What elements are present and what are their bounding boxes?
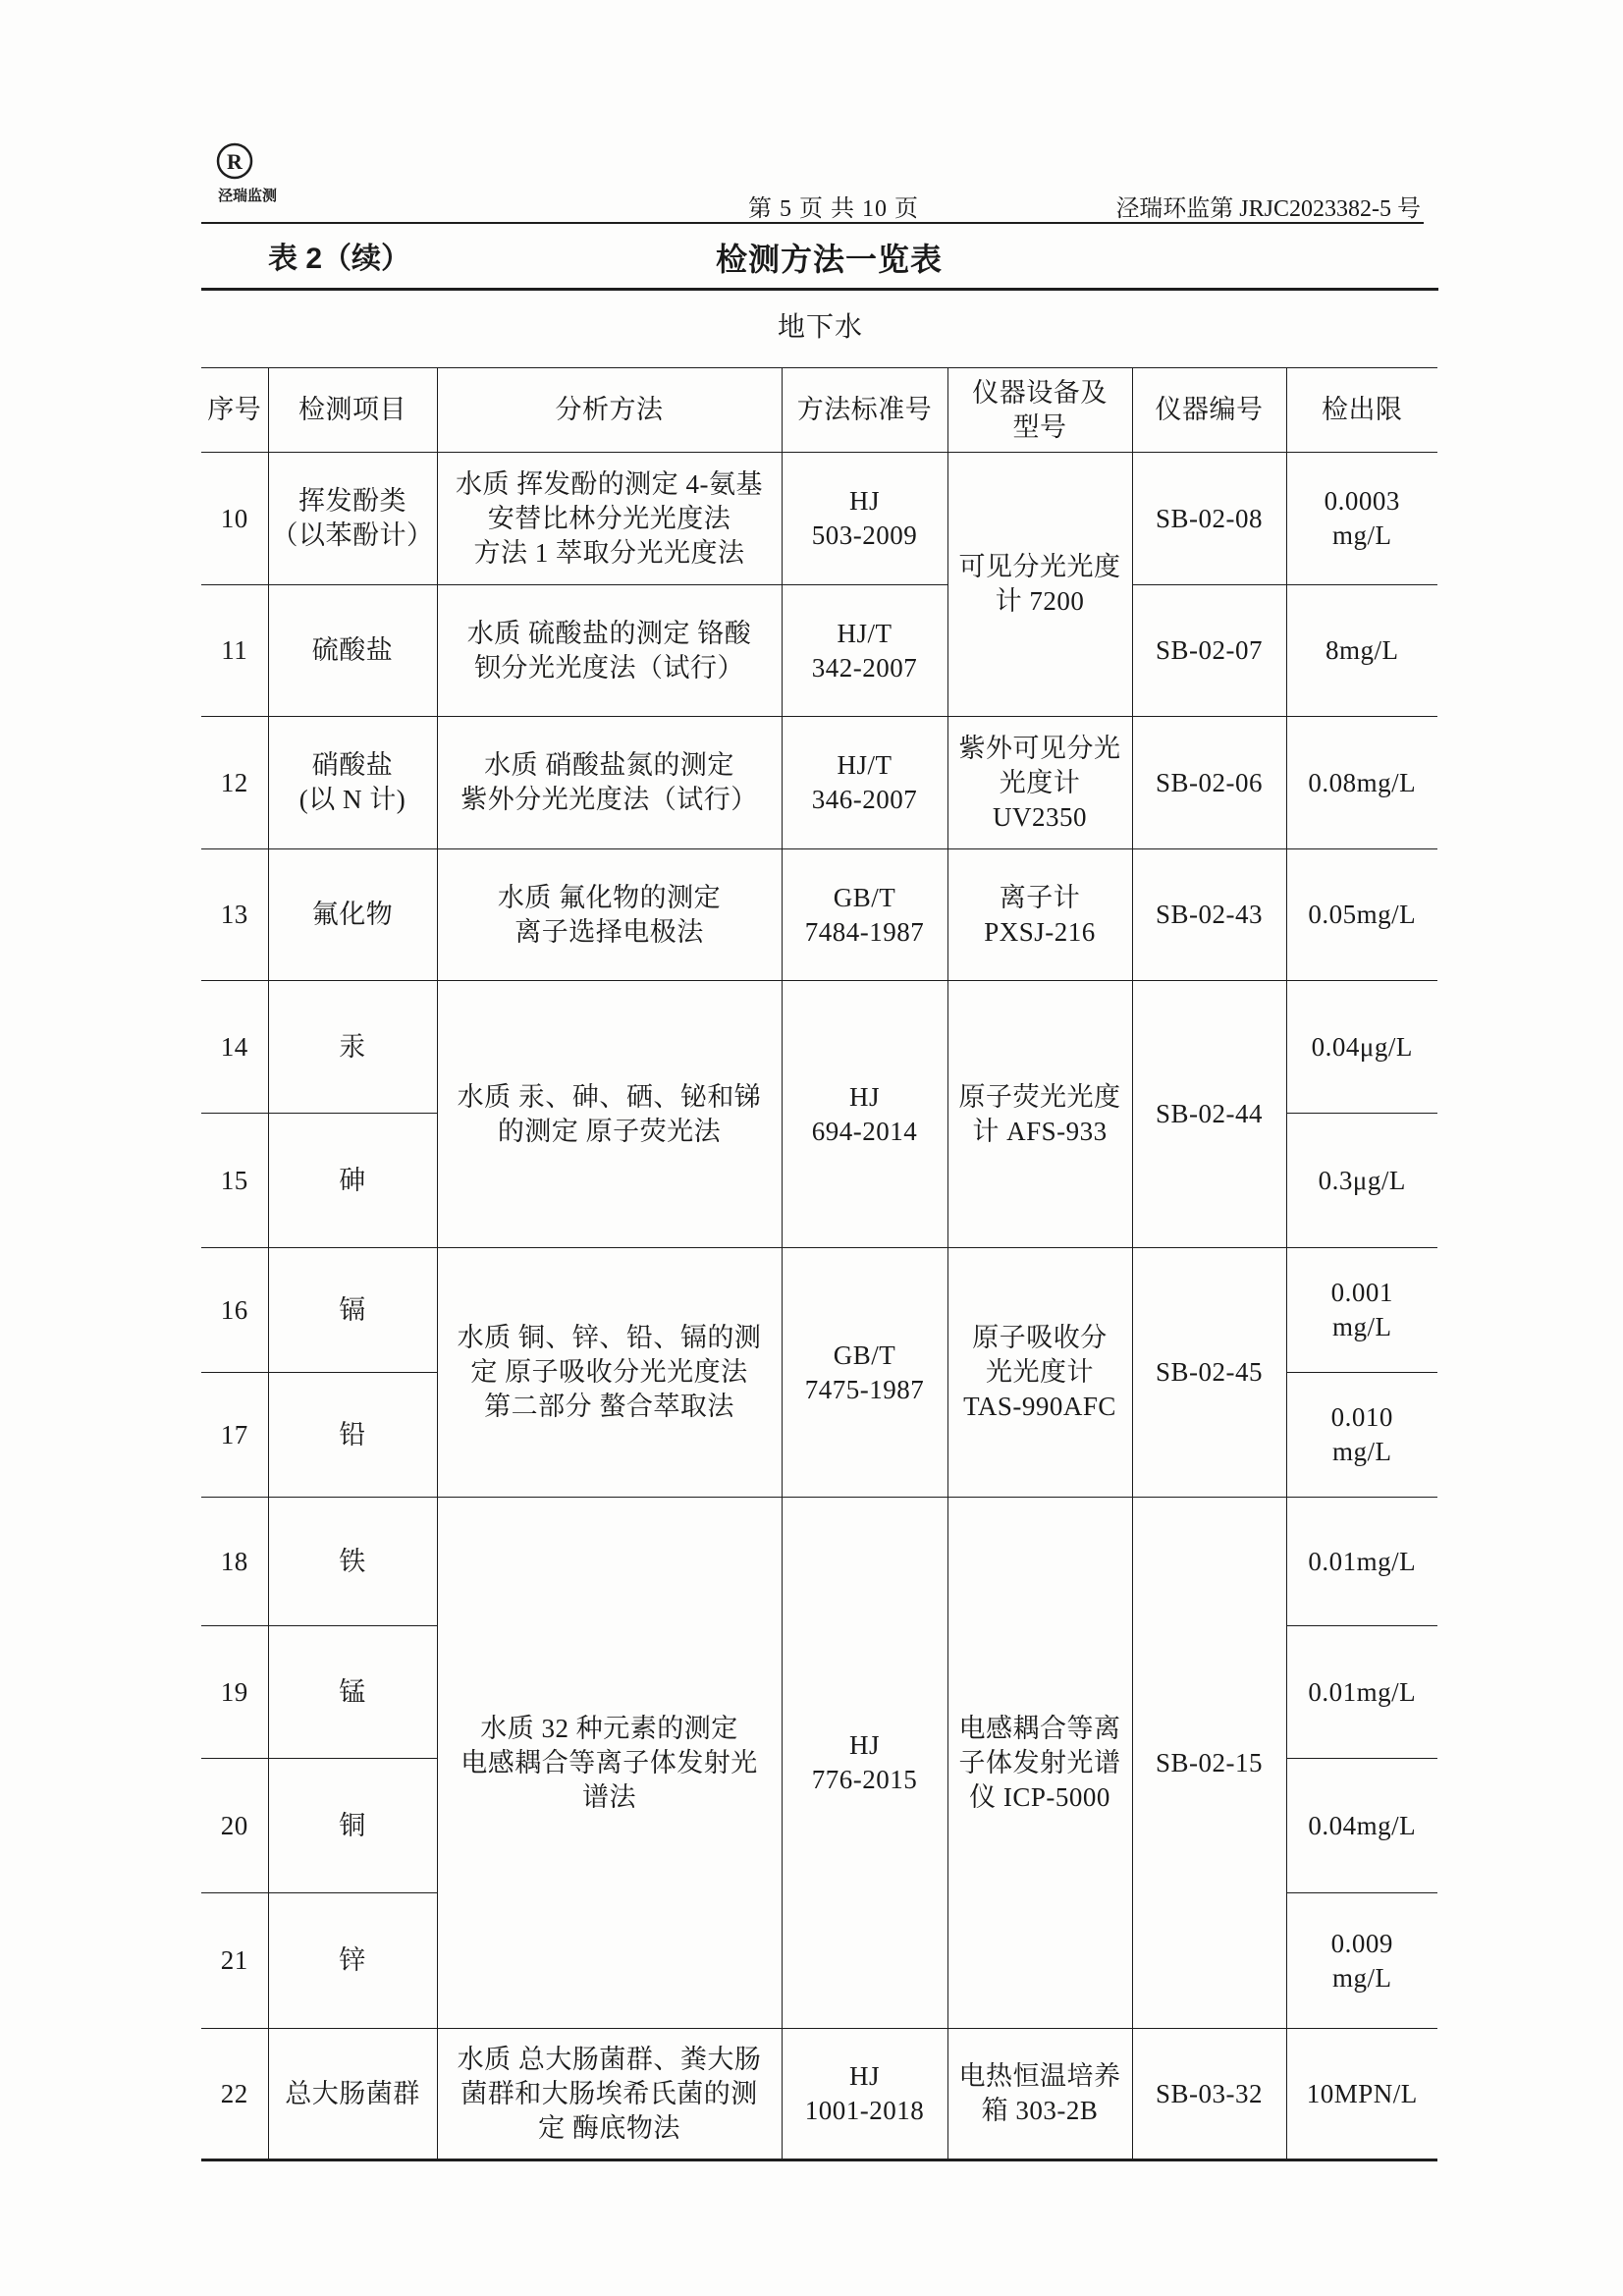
table-row [201,981,1437,1114]
cell-method: 水质 硝酸盐氮的测定 紫外分光光度法（试行） [437,717,782,849]
cell-instrument: 电感耦合等离 子体发射光谱 仪 ICP-5000 [947,1498,1132,2029]
cell-limit: 0.001 mg/L [1286,1248,1437,1373]
col-header-standard: 方法标准号 [782,368,947,453]
cell-method: 水质 铜、锌、铅、镉的测 定 原子吸收分光光度法 第二部分 螯合萃取法 [437,1248,782,1498]
page-number: 第 5 页 共 10 页 [748,196,919,222]
report-number: 泾瑞环监第 JRJC2023382-5 号 [1115,196,1421,222]
cell-standard: HJ/T 346-2007 [782,717,947,849]
cell-limit: 0.010 mg/L [1286,1373,1437,1498]
cell-standard: HJ 776-2015 [782,1498,947,2029]
cell-standard: GB/T 7475-1987 [782,1248,947,1498]
cell-no: 12 [201,717,268,849]
cell-item: 挥发酚类 （以苯酚计） [268,453,437,585]
cell-instrument-no: SB-02-08 [1132,453,1286,585]
col-header-limit: 检出限 [1286,368,1437,453]
cell-no: 19 [201,1626,268,1759]
cell-item: 锌 [268,1893,437,2029]
table-row [201,453,1437,585]
cell-instrument: 电热恒温培养 箱 303-2B [947,2029,1132,2160]
table-title: 检测方法一览表 [716,242,944,277]
table-row [201,1498,1437,1626]
methods-table [201,367,1437,2161]
cell-method: 水质 总大肠菌群、粪大肠 菌群和大肠埃希氏菌的测 定 酶底物法 [437,2029,782,2160]
cell-no: 14 [201,981,268,1114]
cell-instrument-no: SB-03-32 [1132,2029,1286,2160]
cell-item: 硫酸盐 [268,585,437,717]
cell-item: 汞 [268,981,437,1114]
cell-no: 21 [201,1893,268,2029]
cell-no: 20 [201,1759,268,1893]
header-rule [201,222,1424,224]
cell-standard: HJ 694-2014 [782,981,947,1248]
cell-instrument-no: SB-02-15 [1132,1498,1286,2029]
table-row [201,585,1437,717]
cell-item: 锰 [268,1626,437,1759]
section-title: 地下水 [778,312,864,343]
table-label: 表 2（续） [268,243,411,275]
col-header-instrument-no: 仪器编号 [1132,368,1286,453]
cell-no: 15 [201,1114,268,1248]
cell-item: 铜 [268,1759,437,1893]
cell-instrument-no: SB-02-07 [1132,585,1286,717]
cell-limit: 0.01mg/L [1286,1626,1437,1759]
cell-instrument: 离子计 PXSJ-216 [947,849,1132,981]
logo-mark: R [227,149,243,174]
cell-method: 水质 氟化物的测定 离子选择电极法 [437,849,782,981]
cell-item: 镉 [268,1248,437,1373]
logo-caption: 泾瑞监测 [217,188,278,204]
cell-limit: 0.3μg/L [1286,1114,1437,1248]
cell-limit: 0.009 mg/L [1286,1893,1437,2029]
cell-no: 11 [201,585,268,717]
col-header-item: 检测项目 [268,368,437,453]
cell-item: 总大肠菌群 [268,2029,437,2160]
cell-limit: 10MPN/L [1286,2029,1437,2160]
cell-no: 17 [201,1373,268,1498]
col-header-method: 分析方法 [437,368,782,453]
table-row [201,849,1437,981]
cell-no: 22 [201,2029,268,2160]
cell-instrument-no: SB-02-06 [1132,717,1286,849]
cell-limit: 0.08mg/L [1286,717,1437,849]
cell-instrument-no: SB-02-44 [1132,981,1286,1248]
cell-item: 铁 [268,1498,437,1626]
cell-no: 18 [201,1498,268,1626]
cell-limit: 0.04mg/L [1286,1759,1437,1893]
cell-method: 水质 挥发酚的测定 4-氨基 安替比林分光光度法 方法 1 萃取分光光度法 [437,453,782,585]
table-row [201,2029,1437,2160]
cell-standard: HJ 503-2009 [782,453,947,585]
cell-limit: 0.01mg/L [1286,1498,1437,1626]
cell-instrument: 原子吸收分 光光度计 TAS-990AFC [947,1248,1132,1498]
cell-method: 水质 汞、砷、硒、铋和锑 的测定 原子荧光法 [437,981,782,1248]
cell-instrument-no: SB-02-43 [1132,849,1286,981]
cell-no: 13 [201,849,268,981]
table-header-row [201,368,1437,453]
cell-instrument: 原子荧光光度 计 AFS-933 [947,981,1132,1248]
cell-item: 砷 [268,1114,437,1248]
cell-method: 水质 硫酸盐的测定 铬酸 钡分光光度法（试行） [437,585,782,717]
cell-limit: 0.0003 mg/L [1286,453,1437,585]
cell-instrument-no: SB-02-45 [1132,1248,1286,1498]
cell-method: 水质 32 种元素的测定 电感耦合等离子体发射光 谱法 [437,1498,782,2029]
cell-instrument: 紫外可见分光 光度计 UV2350 [947,717,1132,849]
cell-no: 10 [201,453,268,585]
col-header-instrument: 仪器设备及 型号 [947,368,1132,453]
cell-limit: 0.04μg/L [1286,981,1437,1114]
title-rule [201,288,1438,291]
cell-limit: 8mg/L [1286,585,1437,717]
cell-standard: GB/T 7484-1987 [782,849,947,981]
table-row [201,717,1437,849]
col-header-no: 序号 [201,368,268,453]
cell-standard: HJ/T 342-2007 [782,585,947,717]
cell-instrument: 可见分光光度 计 7200 [947,453,1132,717]
company-logo [201,136,295,210]
cell-limit: 0.05mg/L [1286,849,1437,981]
cell-item: 铅 [268,1373,437,1498]
cell-item: 硝酸盐 (以 N 计) [268,717,437,849]
cell-standard: HJ 1001-2018 [782,2029,947,2160]
cell-no: 16 [201,1248,268,1373]
cell-item: 氟化物 [268,849,437,981]
table-row [201,1248,1437,1373]
